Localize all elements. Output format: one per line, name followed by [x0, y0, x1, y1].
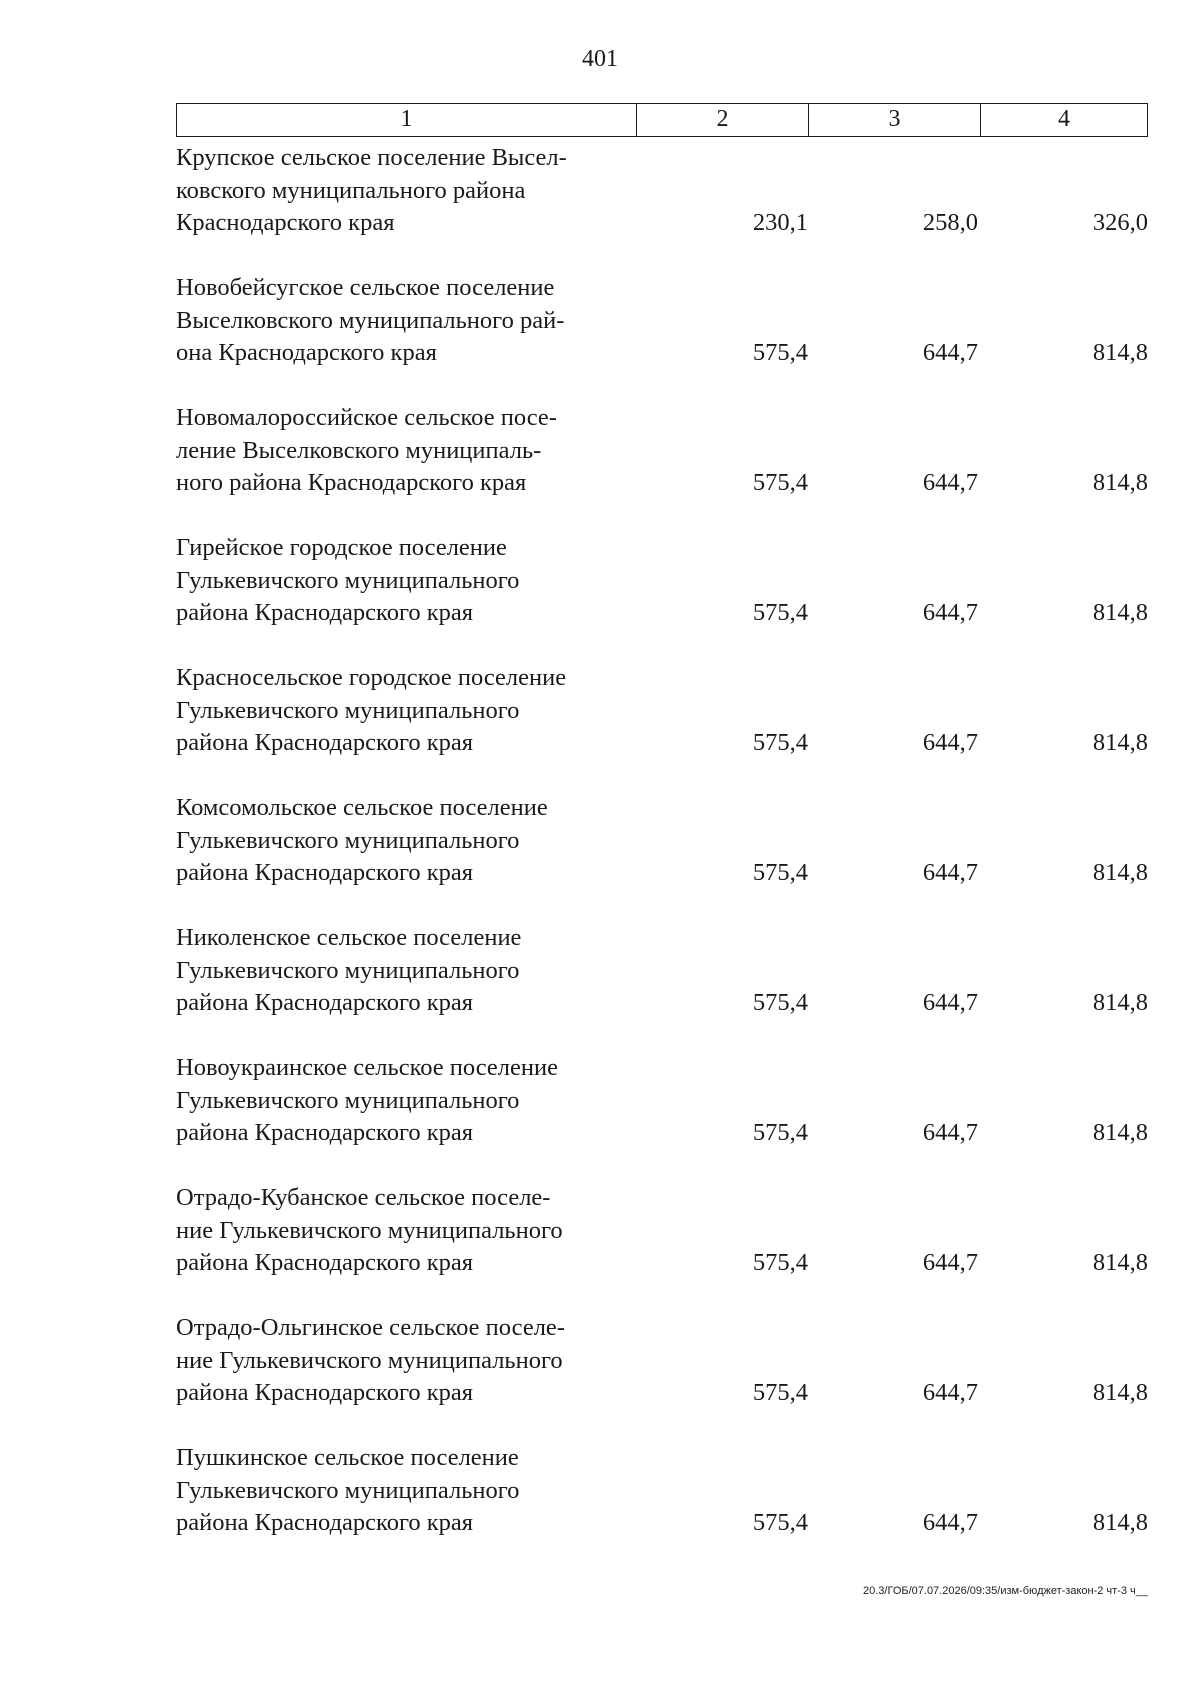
value-col-4: 326,0	[1092, 209, 1148, 236]
table-row	[176, 402, 1148, 532]
settlement-name: Красносельское городское поселение Гулькевичского муниципального района Краснодарского края	[176, 664, 567, 756]
settlement-name: Новомалороссийское сельское посе- ление Выселковского муниципаль- ного района Краснодарского края	[176, 404, 557, 496]
value-col-3: 644,7	[922, 469, 978, 496]
column-header-3: 3	[809, 104, 981, 136]
value-col-4: 814,8	[1092, 989, 1148, 1016]
settlement-name: Отрадо-Ольгинское сельское поселе- ние Гулькевичского муниципального района Краснодарского края	[176, 1314, 565, 1406]
value-col-3: 644,7	[922, 989, 978, 1016]
value-col-2: 575,4	[752, 859, 808, 886]
settlement-name: Новоукраинское сельское поселение Гулькевичского муниципального района Краснодарского края	[176, 1054, 558, 1146]
value-col-3: 644,7	[922, 339, 978, 366]
value-col-2: 575,4	[752, 1509, 808, 1536]
value-col-4: 814,8	[1092, 1379, 1148, 1406]
value-col-3: 644,7	[922, 1379, 978, 1406]
table-row	[176, 922, 1148, 1052]
value-col-4: 814,8	[1092, 1509, 1148, 1536]
settlement-name: Новобейсугское сельское поселение Выселковского муниципального рай- она Краснодарского края	[176, 274, 565, 366]
column-header-4: 4	[1058, 106, 1070, 132]
settlement-name: Комсомольское сельское поселение Гулькевичского муниципального района Краснодарского края	[176, 794, 548, 886]
value-col-2: 575,4	[752, 729, 808, 756]
value-col-2: 575,4	[752, 599, 808, 626]
value-col-3: 644,7	[922, 729, 978, 756]
value-col-2: 575,4	[752, 1379, 808, 1406]
value-col-2: 575,4	[752, 469, 808, 496]
table-row	[176, 1312, 1148, 1442]
value-col-4: 814,8	[1092, 339, 1148, 366]
value-col-4: 814,8	[1092, 1119, 1148, 1146]
value-col-3: 644,7	[922, 859, 978, 886]
value-col-3: 644,7	[922, 1119, 978, 1146]
value-col-4: 814,8	[1092, 469, 1148, 496]
settlement-name: Отрадо-Кубанское сельское поселе- ние Гулькевичского муниципального района Краснодарского края	[176, 1184, 563, 1276]
value-col-3: 258,0	[922, 209, 978, 236]
table-row	[176, 792, 1148, 922]
settlement-name: Пушкинское сельское поселение Гулькевичского муниципального района Краснодарского края	[176, 1444, 520, 1536]
settlement-name: Крупское сельское поселение Высел- ковского муниципального района Краснодарского края	[176, 144, 567, 236]
value-col-3: 644,7	[922, 599, 978, 626]
table-body	[176, 142, 1148, 1572]
column-header-1: 1	[177, 104, 637, 136]
value-col-2: 575,4	[752, 339, 808, 366]
value-col-3: 644,7	[922, 1249, 978, 1276]
value-col-2: 230,1	[752, 209, 808, 236]
footer-document-code: 20.3/ГОБ/07.07.2026/09:35/изм-бюджет-закон-2 чт-3 ч__	[863, 1585, 1148, 1597]
table-row	[176, 1182, 1148, 1312]
page-number: 401	[582, 46, 618, 72]
table-row	[176, 142, 1148, 272]
value-col-4: 814,8	[1092, 599, 1148, 626]
value-col-2: 575,4	[752, 1119, 808, 1146]
value-col-3: 644,7	[922, 1509, 978, 1536]
value-col-4: 814,8	[1092, 729, 1148, 756]
table-row	[176, 662, 1148, 792]
value-col-2: 575,4	[752, 1249, 808, 1276]
table-row	[176, 272, 1148, 402]
column-header-2: 2	[637, 104, 809, 136]
settlement-name: Гирейское городское поселение Гулькевичского муниципального района Краснодарского края	[176, 534, 520, 626]
table-row	[176, 1052, 1148, 1182]
table-row	[176, 532, 1148, 662]
value-col-4: 814,8	[1092, 1249, 1148, 1276]
column-header-row	[176, 103, 1148, 137]
table-row	[176, 1442, 1148, 1572]
value-col-4: 814,8	[1092, 859, 1148, 886]
settlement-name: Николенское сельское поселение Гулькевичского муниципального района Краснодарского края	[176, 924, 522, 1016]
value-col-2: 575,4	[752, 989, 808, 1016]
